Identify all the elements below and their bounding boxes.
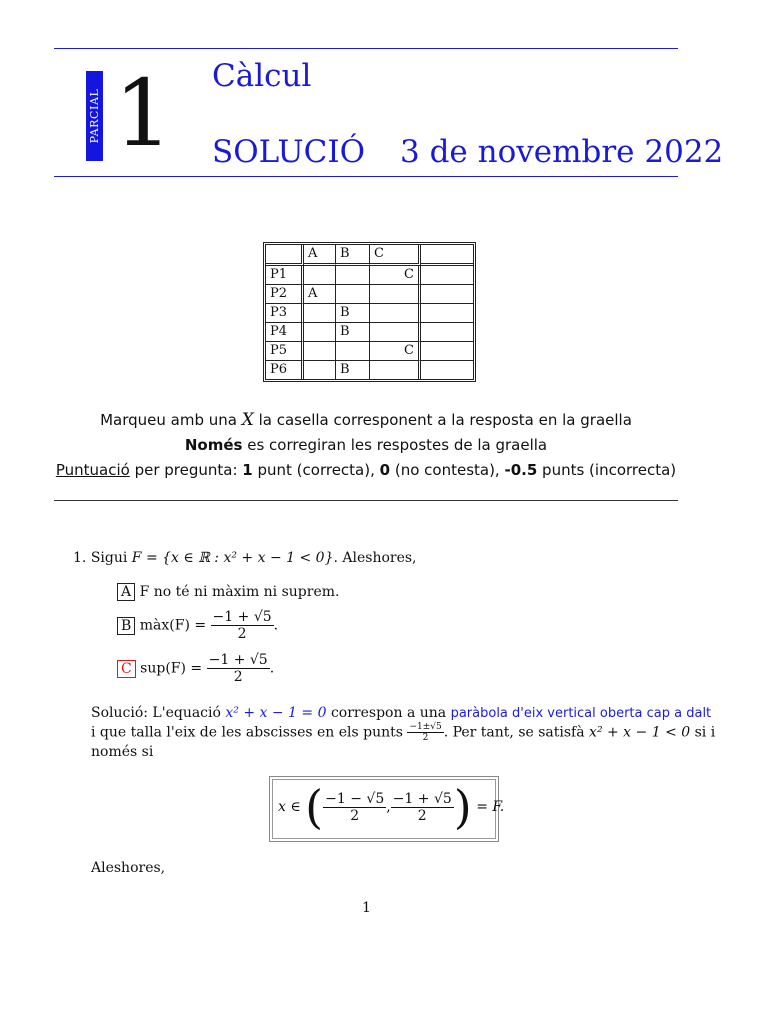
grid-cell — [421, 304, 473, 323]
grid-cell: B — [336, 323, 370, 342]
grid-cell — [304, 323, 336, 342]
grid-cell — [336, 342, 370, 361]
set-definition: F = {x ∈ ℝ : x² + x − 1 < 0} — [131, 550, 334, 566]
section-divider — [54, 500, 678, 501]
fraction: $\frac{-1 + √5}{2}$ — [208, 652, 268, 685]
grid-cell — [336, 266, 370, 285]
option-c: C sup(F) = $\frac{-1 + √5}{2}$ . — [117, 652, 274, 685]
grid-cell — [421, 285, 473, 304]
grid-cell — [370, 285, 421, 304]
solution-label: SOLUCIÓ — [212, 134, 366, 170]
grid-cell — [370, 323, 421, 342]
grid-row-label: P3 — [266, 304, 304, 323]
grid-row — [266, 285, 473, 304]
grid-row-label: P1 — [266, 266, 304, 285]
grid-cell — [421, 361, 473, 379]
grid-cell: B — [336, 361, 370, 379]
header-top-rule — [54, 48, 678, 49]
grid-cell — [421, 266, 473, 285]
instructions-line-2: Només es corregiran les respostes de la graella — [184, 436, 548, 454]
grid-row — [266, 304, 473, 323]
grid-row-label: P4 — [266, 323, 304, 342]
grid-cell — [304, 304, 336, 323]
answer-grid — [263, 242, 476, 382]
solution-line-1: Solució: L'equació x² + x − 1 = 0 correspon a una paràbola d'eix vertical oberta cap a dalt — [91, 705, 712, 721]
grid-cell: C — [370, 266, 421, 285]
instructions-line-1: Marqueu amb una X la casella corresponent a la resposta en la graella — [100, 410, 632, 430]
option-b: B màx(F) = $\frac{-1 + √5}{2}$ . — [117, 609, 278, 642]
grid-header-cell: B — [336, 245, 370, 266]
course-title: Càlcul — [212, 58, 312, 94]
grid-cell — [421, 342, 473, 361]
grid-header-row — [266, 245, 473, 266]
closing-text: Aleshores, — [91, 860, 166, 876]
grid-row-label: P2 — [266, 285, 304, 304]
page-number: 1 — [362, 900, 371, 916]
grid-cell — [304, 361, 336, 379]
grid-header-cell: A — [304, 245, 336, 266]
solution-line-2: i que talla l'eix de les abscisses en els punts $\frac{-1\pm√5}{2}$ . Per tant, se satisfà x² + x − 1 < 0 si i — [91, 722, 716, 743]
concept-link[interactable]: paràbola d'eix vertical oberta cap a dalt — [450, 706, 712, 721]
grid-cell: B — [336, 304, 370, 323]
grid-cell: C — [370, 342, 421, 361]
exam-date: 3 de novembre 2022 — [400, 134, 724, 170]
option-a — [117, 583, 339, 601]
grid-cell — [336, 285, 370, 304]
grid-row — [266, 361, 473, 379]
grid-cell — [421, 323, 473, 342]
instructions-line-3: Puntuació per pregunta: 1 punt (correcta), 0 (no contesta), -0.5 punts (incorrecta) — [55, 461, 677, 479]
grid-header-cell — [266, 245, 304, 266]
header-bottom-rule — [54, 176, 678, 177]
grid-header-cell: C — [370, 245, 421, 266]
grid-row-label: P6 — [266, 361, 304, 379]
grid-row — [266, 323, 473, 342]
solution-line-3: només si — [91, 744, 154, 760]
option-letter: A — [117, 583, 135, 601]
grid-row-label: P5 — [266, 342, 304, 361]
grid-header-cell — [421, 245, 473, 266]
roots-fraction: $\frac{-1\pm√5}{2}$ — [409, 722, 442, 743]
grid-cell: A — [304, 285, 336, 304]
grid-cell — [304, 266, 336, 285]
result-formula: x ∈ ( $\frac{-1 - √5}{2}$ , $\frac{-1 + √5}{2}$ ) = F. — [278, 780, 505, 834]
grid-row — [266, 266, 473, 285]
fraction: $\frac{-1 + √5}{2}$ — [212, 609, 272, 642]
option-text: F no té ni màxim ni suprem. — [139, 584, 340, 600]
grid-cell — [304, 342, 336, 361]
exam-number: 1 — [114, 60, 173, 167]
option-text: sup(F) = — [140, 660, 203, 677]
option-letter: B — [117, 617, 135, 635]
grid-row — [266, 342, 473, 361]
grid-cell — [370, 304, 421, 323]
grid-cell — [370, 361, 421, 379]
parcial-label: PARCIAL — [88, 88, 101, 144]
option-letter-correct: C — [117, 660, 136, 678]
question-stem: 1. Sigui F = {x ∈ ℝ : x² + x − 1 < 0}. Aleshores, — [73, 550, 417, 566]
option-text: màx(F) = — [139, 617, 207, 634]
